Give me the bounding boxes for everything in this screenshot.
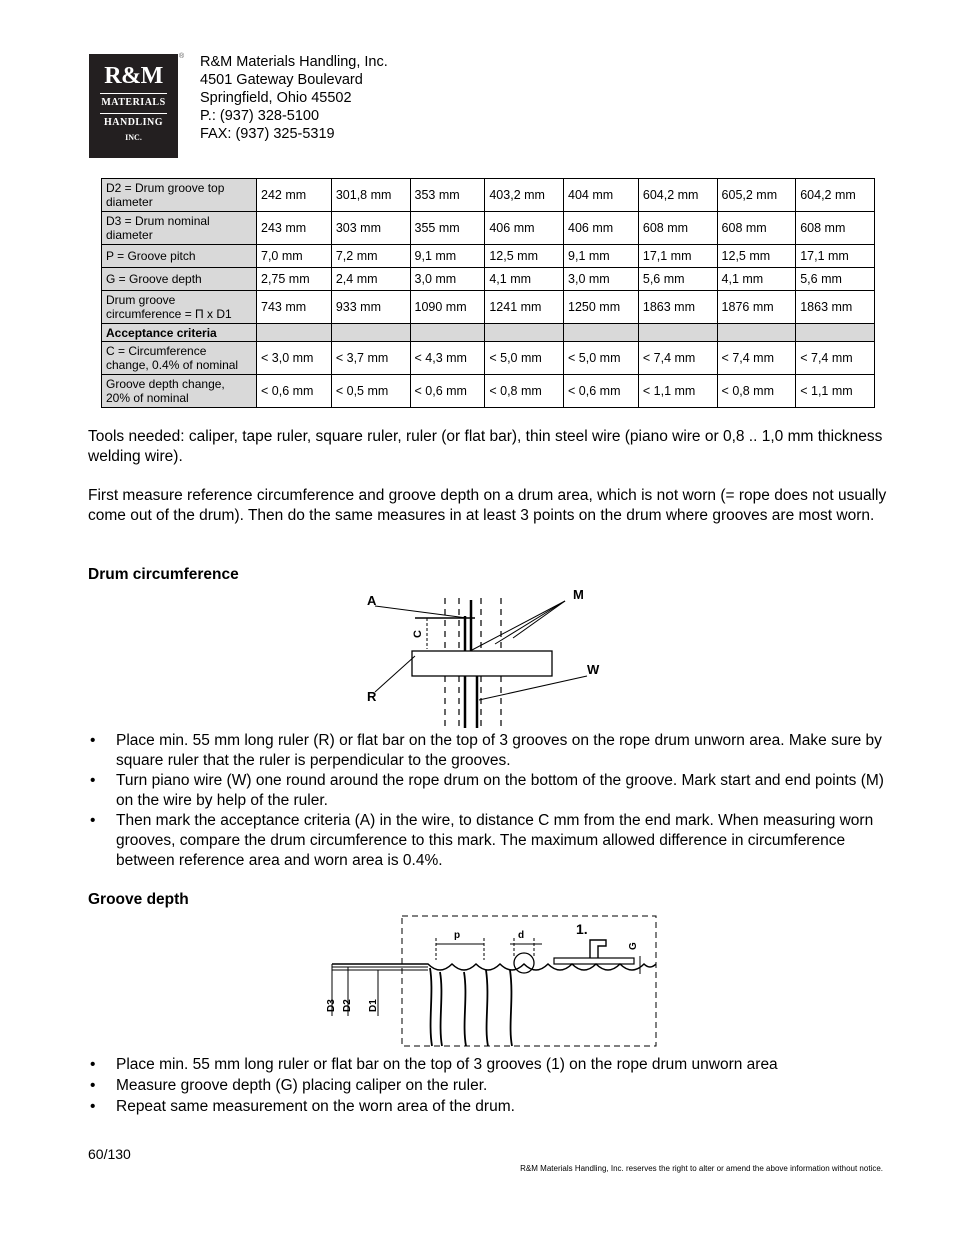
value-cell: 1090 mm [410, 291, 485, 324]
groove-depth-diagram [318, 912, 662, 1050]
company-address [200, 53, 388, 143]
label-r: R [367, 689, 377, 704]
label-d1: D1 [368, 999, 379, 1012]
wire-line [440, 972, 442, 1046]
table-row [102, 291, 875, 324]
blank-cell [331, 324, 410, 342]
bullet-glyph: • [90, 812, 96, 829]
label-c: C [412, 630, 424, 638]
drum-circumference-diagram [355, 586, 615, 730]
list-item [88, 1096, 888, 1117]
value-cell: 303 mm [331, 212, 410, 245]
value-cell: < 5,0 mm [485, 342, 564, 375]
address-line: Springfield, Ohio 45502 [200, 90, 352, 106]
leader-line-a [375, 606, 467, 618]
value-cell: < 7,4 mm [638, 342, 717, 375]
list-item-text: Turn piano wire (W) one round around the rope drum on the bottom of the groove. Mark start and end points (M) on the wire by help of the ruler. [116, 772, 884, 809]
bullet-glyph: • [90, 732, 96, 749]
address-line: 4501 Gateway Boulevard [200, 72, 363, 88]
value-cell: 608 mm [796, 212, 875, 245]
list-item [88, 731, 888, 771]
table-row [102, 212, 875, 245]
wire-line [464, 972, 466, 1046]
table-row [102, 375, 875, 408]
value-cell: < 0,5 mm [331, 375, 410, 408]
value-cell: 353 mm [410, 179, 485, 212]
drum-spec-table-body [102, 179, 875, 408]
address-line: R&M Materials Handling, Inc. [200, 54, 388, 70]
address-line: P.: (937) 328-5100 [200, 108, 320, 124]
acceptance-criteria-heading: Acceptance criteria [102, 324, 257, 342]
leader-line-m [472, 601, 565, 650]
list-item-text: Measure groove depth (G) placing caliper on the ruler. [116, 1077, 488, 1094]
label-w: W [587, 662, 600, 677]
value-cell: < 7,4 mm [717, 342, 796, 375]
ruler-bar [554, 958, 634, 964]
list-item [88, 1075, 888, 1096]
label-d: d [518, 930, 525, 941]
value-cell: 406 mm [564, 212, 639, 245]
list-item-text: Place min. 55 mm long ruler (R) or flat bar on the top of 3 grooves on the rope drum unworn area. Make sure by square ruler that the ruler is perpendicular to the grooves. [116, 732, 882, 769]
registered-mark: ® [179, 53, 185, 60]
row-label-cell: Drum groove circumference = Π x D1 [102, 291, 257, 324]
blank-cell [717, 324, 796, 342]
row-label-cell: C = Circumference change, 0.4% of nominal [102, 342, 257, 375]
logo-text-rm: R&M [104, 63, 163, 89]
value-cell: < 0,6 mm [257, 375, 332, 408]
company-logo [89, 54, 178, 158]
value-cell: < 0,8 mm [485, 375, 564, 408]
table-row [102, 268, 875, 291]
value-cell: < 4,3 mm [410, 342, 485, 375]
row-label-cell: Groove depth change, 20% of nominal [102, 375, 257, 408]
value-cell: 2,4 mm [331, 268, 410, 291]
label-one: 1. [576, 921, 588, 937]
logo-text-materials: MATERIALS [101, 97, 166, 108]
value-cell: 3,0 mm [410, 268, 485, 291]
value-cell: 5,6 mm [796, 268, 875, 291]
list-item-text: Repeat same measurement on the worn area of the drum. [116, 1098, 515, 1115]
value-cell: < 1,1 mm [796, 375, 875, 408]
value-cell: 1863 mm [638, 291, 717, 324]
value-cell: 17,1 mm [796, 245, 875, 268]
blank-cell [485, 324, 564, 342]
address-line: FAX: (937) 325-5319 [200, 126, 335, 142]
value-cell: < 0,6 mm [564, 375, 639, 408]
value-cell: 743 mm [257, 291, 332, 324]
value-cell: < 3,7 mm [331, 342, 410, 375]
circumference-steps-list [88, 731, 888, 871]
label-p: p [454, 930, 461, 941]
leader-line-r [375, 656, 415, 692]
value-cell: 608 mm [717, 212, 796, 245]
value-cell: 1876 mm [717, 291, 796, 324]
list-item [88, 811, 888, 871]
label-d3: D3 [326, 999, 337, 1012]
label-m: M [573, 587, 584, 602]
drum-spec-table [101, 178, 875, 408]
wire-line [510, 970, 512, 1046]
blank-cell [564, 324, 639, 342]
table-row [102, 245, 875, 268]
table-row [102, 179, 875, 212]
value-cell: 9,1 mm [564, 245, 639, 268]
groove-depth-steps-list [88, 1054, 888, 1117]
value-cell: 604,2 mm [638, 179, 717, 212]
page-number: 60/130 [88, 1146, 131, 1162]
value-cell: 355 mm [410, 212, 485, 245]
value-cell: 17,1 mm [638, 245, 717, 268]
value-cell: < 7,4 mm [796, 342, 875, 375]
value-cell: 933 mm [331, 291, 410, 324]
value-cell: 2,75 mm [257, 268, 332, 291]
leader-line-w [479, 676, 587, 700]
value-cell: 12,5 mm [717, 245, 796, 268]
value-cell: 1863 mm [796, 291, 875, 324]
row-label-cell: G = Groove depth [102, 268, 257, 291]
value-cell: 605,2 mm [717, 179, 796, 212]
label-a: A [367, 593, 377, 608]
list-item-text: Then mark the acceptance criteria (A) in the wire, to distance C mm from the end mark. When measuring worn grooves, compare the drum circumference to this mark. The maximum allowed difference in circumference between reference area and worn area is 0.4%. [116, 812, 874, 869]
value-cell: < 5,0 mm [564, 342, 639, 375]
value-cell: 301,8 mm [331, 179, 410, 212]
leader-line-m [495, 601, 565, 644]
value-cell: < 0,6 mm [410, 375, 485, 408]
table-row [102, 342, 875, 375]
drum-circumference-heading: Drum circumference [88, 566, 239, 583]
value-cell: < 3,0 mm [257, 342, 332, 375]
bullet-glyph: • [90, 1077, 96, 1094]
blank-cell [638, 324, 717, 342]
row-label-cell: D3 = Drum nominal diameter [102, 212, 257, 245]
list-item-text: Place min. 55 mm long ruler or flat bar on the top of 3 grooves (1) on the rope drum unworn area [116, 1056, 778, 1073]
table-section-row [102, 324, 875, 342]
value-cell: 3,0 mm [564, 268, 639, 291]
bullet-glyph: • [90, 772, 96, 789]
value-cell: 1241 mm [485, 291, 564, 324]
wire-line [430, 968, 432, 1046]
caliper-shape [590, 940, 606, 958]
value-cell: 403,2 mm [485, 179, 564, 212]
value-cell: < 0,8 mm [717, 375, 796, 408]
ruler-bar [412, 651, 552, 676]
value-cell: 404 mm [564, 179, 639, 212]
first-measure-paragraph: First measure reference circumference and groove depth on a drum area, which is not worn (= rope does not usually come out of the drum). Then do the same measures in at least 3 points on the drum where grooves are most worn. [88, 487, 887, 524]
wire-line [486, 970, 488, 1046]
bullet-glyph: • [90, 1098, 96, 1115]
footer-disclaimer: R&M Materials Handling, Inc. reserves the right to alter or amend the above information without notice. [520, 1164, 883, 1173]
row-label-cell: P = Groove pitch [102, 245, 257, 268]
label-d2: D2 [342, 999, 353, 1012]
value-cell: 608 mm [638, 212, 717, 245]
tools-paragraph: Tools needed: caliper, tape ruler, square ruler, ruler (or flat bar), thin steel wire (piano wire or 0,8 .. 1,0 mm thickness welding wire). [88, 428, 883, 465]
groove-depth-heading: Groove depth [88, 891, 189, 908]
leader-line-m [513, 601, 565, 638]
value-cell: 4,1 mm [717, 268, 796, 291]
blank-cell [410, 324, 485, 342]
logo-text-handling: HANDLING [103, 117, 163, 128]
value-cell: 9,1 mm [410, 245, 485, 268]
logo-divider [100, 113, 167, 114]
value-cell: 7,2 mm [331, 245, 410, 268]
list-item [88, 1054, 888, 1075]
logo-text-inc: INC. [125, 133, 142, 142]
value-cell: 7,0 mm [257, 245, 332, 268]
row-label-cell: D2 = Drum groove top diameter [102, 179, 257, 212]
value-cell: 604,2 mm [796, 179, 875, 212]
logo-divider [100, 93, 167, 94]
value-cell: 243 mm [257, 212, 332, 245]
value-cell: 5,6 mm [638, 268, 717, 291]
value-cell: 242 mm [257, 179, 332, 212]
blank-cell [257, 324, 332, 342]
value-cell: 4,1 mm [485, 268, 564, 291]
bullet-glyph: • [90, 1056, 96, 1073]
value-cell: < 1,1 mm [638, 375, 717, 408]
blank-cell [796, 324, 875, 342]
list-item [88, 771, 888, 811]
value-cell: 1250 mm [564, 291, 639, 324]
label-g: G [628, 942, 639, 950]
value-cell: 406 mm [485, 212, 564, 245]
value-cell: 12,5 mm [485, 245, 564, 268]
